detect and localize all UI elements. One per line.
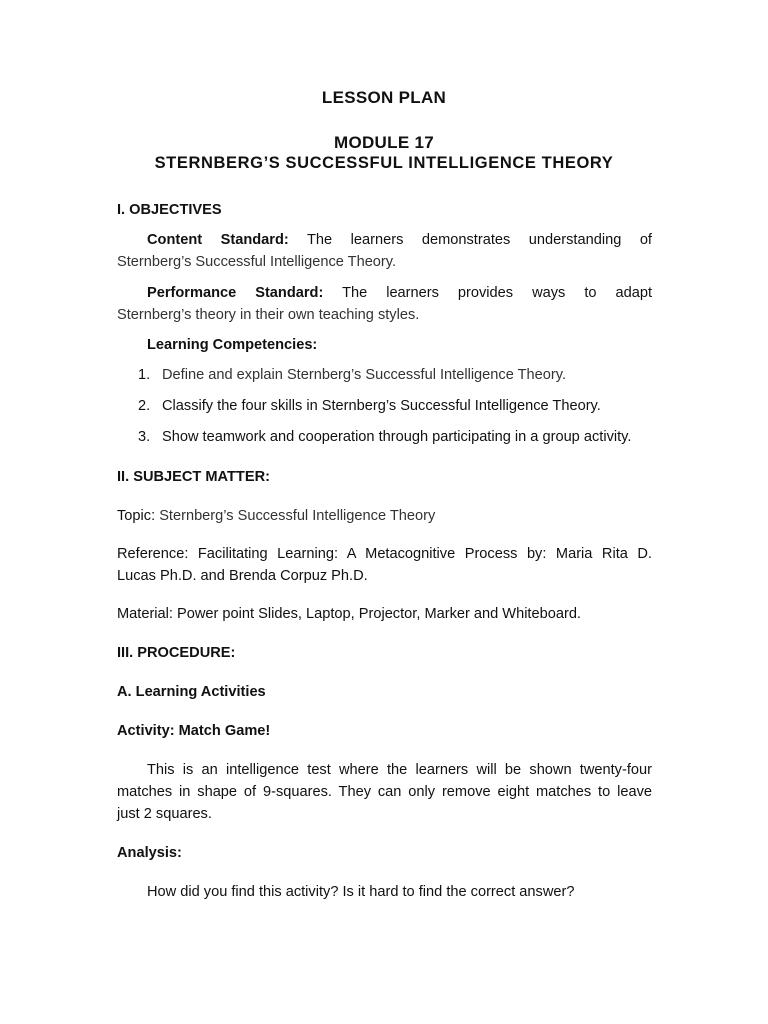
performance-standard-label: Performance Standard: xyxy=(147,285,324,301)
learning-activities-heading: A. Learning Activities xyxy=(117,684,266,700)
procedure-heading: III. PROCEDURE: xyxy=(117,645,236,661)
competency-item xyxy=(138,426,668,448)
subject-matter-heading: II. SUBJECT MATTER: xyxy=(117,469,270,485)
competency-item xyxy=(138,364,668,386)
objectives-heading: I. OBJECTIVES xyxy=(117,202,222,218)
topic-label: Topic: xyxy=(117,508,156,524)
competency-text: Show teamwork and cooperation through participating in a group activity. xyxy=(162,429,632,445)
activity-label: Activity: Match Game! xyxy=(117,723,271,739)
material-line: Material: Power point Slides, Laptop, Projector, Marker and Whiteboard. xyxy=(117,606,581,622)
competency-text: Define and explain Sternberg’s Successful Intelligence Theory. xyxy=(162,367,566,383)
analysis-label: Analysis: xyxy=(117,845,182,861)
activity-paragraph xyxy=(117,759,652,825)
reference-line1: Reference: Facilitating Learning: A Metacognitive Process by: Maria Rita D. xyxy=(117,546,652,562)
performance-standard-line1 xyxy=(117,282,652,304)
learning-competencies-label: Learning Competencies: xyxy=(147,337,318,353)
content-standard-paragraph xyxy=(117,229,652,273)
activity-line3: just 2 squares. xyxy=(117,806,212,822)
performance-standard-line2: Sternberg’s theory in their own teaching styles. xyxy=(117,307,420,323)
content-standard-line2: Sternberg’s Successful Intelligence Theory. xyxy=(117,254,397,270)
competency-text: Classify the four skills in Sternberg’s Successful Intelligence Theory. xyxy=(162,398,601,414)
topic-line xyxy=(117,505,652,527)
competency-number: 3. xyxy=(138,429,151,445)
theory-title: STERNBERG’S SUCCESSFUL INTELLIGENCE THEORY xyxy=(154,154,614,172)
reference-line2: Lucas Ph.D. and Brenda Corpuz Ph.D. xyxy=(117,568,368,584)
content-standard-label: Content Standard: xyxy=(147,232,289,248)
content-standard-text1: The learners demonstrates understanding of xyxy=(307,232,652,248)
performance-standard-paragraph xyxy=(117,282,652,326)
topic-value: Sternberg’s Successful Intelligence Theory xyxy=(159,508,436,524)
competency-item xyxy=(138,395,668,417)
competency-number: 1. xyxy=(138,367,151,383)
doc-title: LESSON PLAN xyxy=(321,88,447,107)
analysis-question: How did you find this activity? Is it hard to find the correct answer? xyxy=(147,884,575,900)
performance-standard-text1: The learners provides ways to adapt xyxy=(342,285,652,301)
reference-paragraph xyxy=(117,543,652,587)
module-title: MODULE 17 xyxy=(334,133,434,152)
activity-line2: matches in shape of 9-squares. They can only remove eight matches to leave xyxy=(117,784,652,800)
activity-line1: This is an intelligence test where the learners will be shown twenty-four xyxy=(147,762,652,778)
competency-number: 2. xyxy=(138,398,151,414)
content-standard-line1 xyxy=(117,229,652,251)
